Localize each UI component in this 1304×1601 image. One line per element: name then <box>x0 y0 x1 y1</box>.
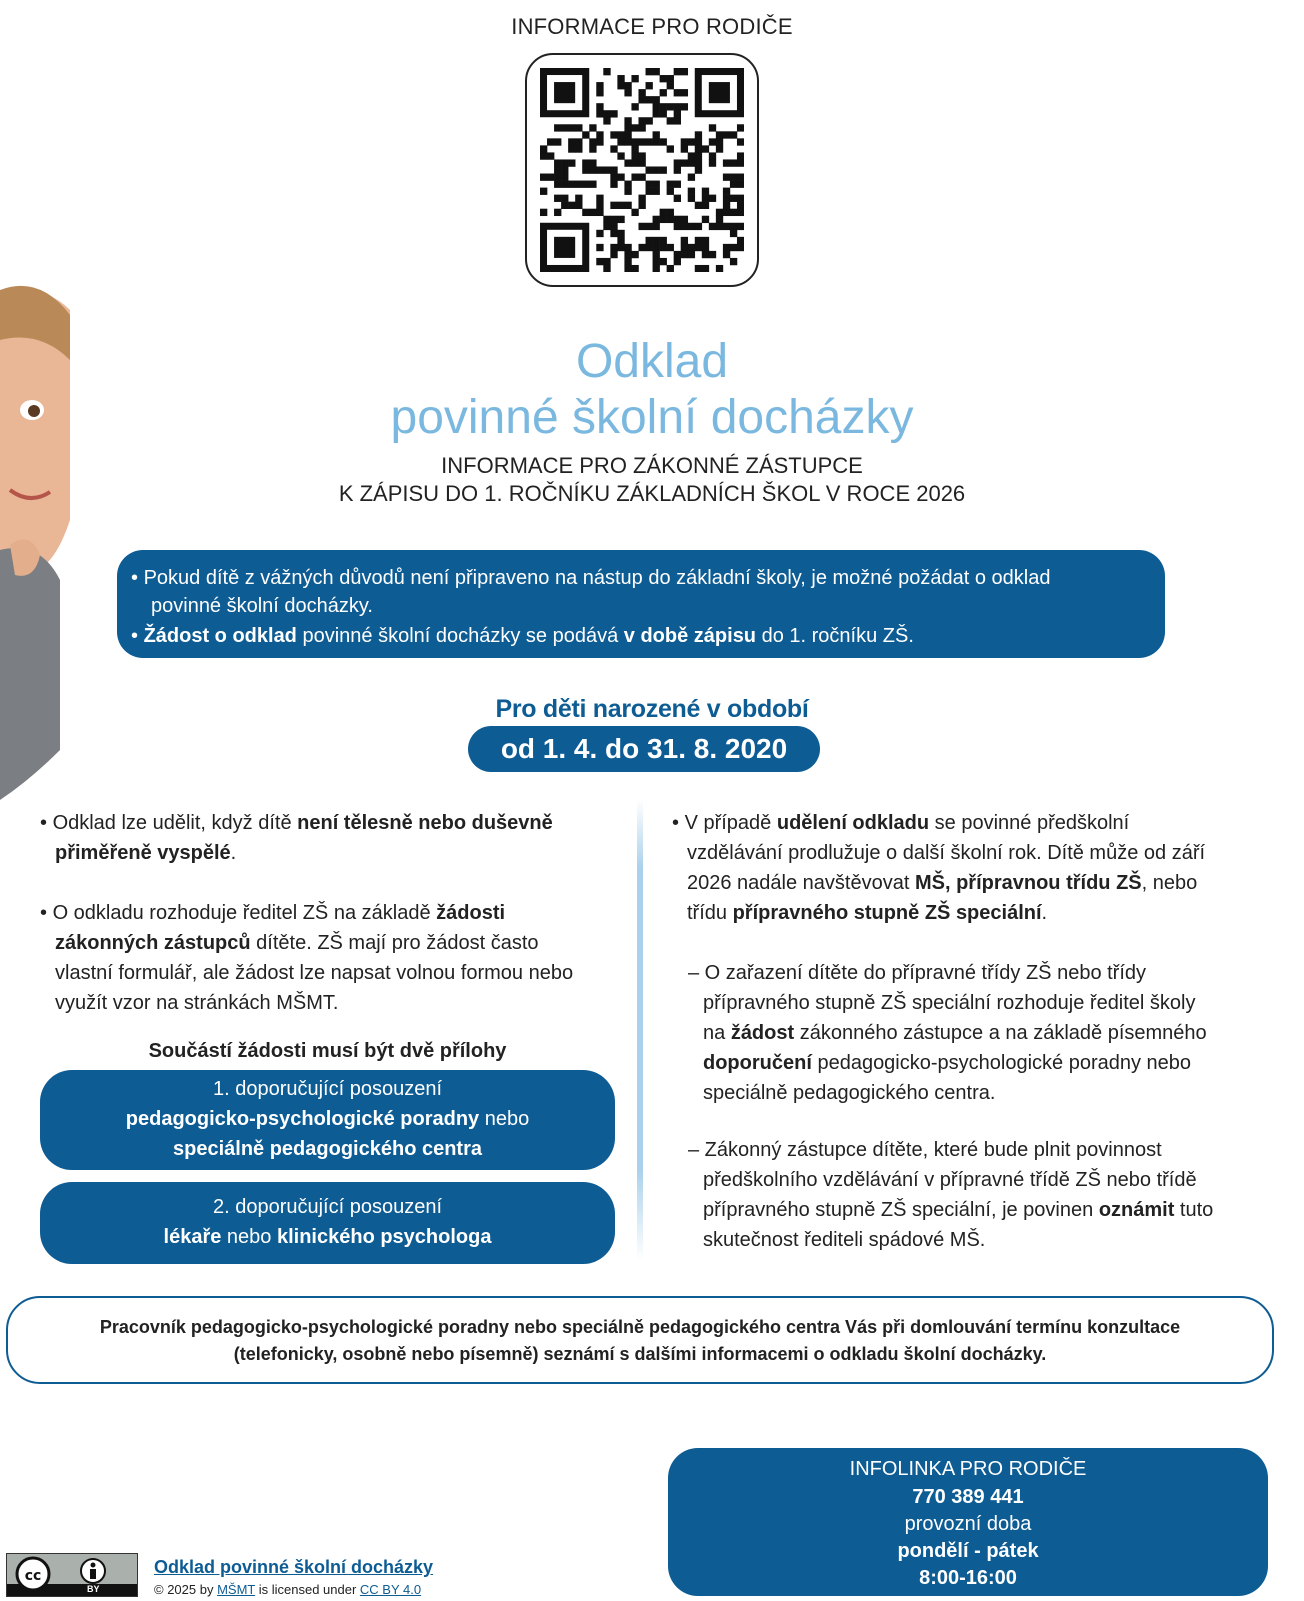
attachment-2 <box>40 1182 615 1264</box>
cc-license-badge[interactable] <box>6 1553 138 1597</box>
infoline-hours: 8:00-16:00 <box>919 1567 1017 1589</box>
right-p1-line2: vzdělávání prodlužuje o další školní rok. Dítě může od září <box>687 842 1206 864</box>
infoline-phone[interactable]: 770 389 441 <box>912 1486 1024 1508</box>
left-p1-line1: • Odklad lze udělit, když dítě není tělesně nebo duševně <box>40 812 553 834</box>
right-p1-line3 <box>672 868 1272 898</box>
left-p2-d: dítěte. ZŠ mají pro žádost často <box>250 932 539 954</box>
right-p1-i: . <box>1041 902 1048 924</box>
period-dates: od 1. 4. do 31. 8. 2020 <box>468 726 820 772</box>
consultation-note <box>6 1296 1274 1384</box>
right-p1-d: 2026 nadále navštěvovat <box>687 872 915 894</box>
right-p2-line5: speciálně pedagogického centra. <box>703 1082 996 1104</box>
attachment-1 <box>40 1070 615 1170</box>
right-p3-c: tuto <box>1174 1199 1214 1221</box>
right-p2-a: na <box>703 1022 731 1044</box>
right-p3-line3 <box>688 1195 1278 1225</box>
right-p1-line1: • V případě udělení odkladu se povinné předškolní <box>672 812 1130 834</box>
left-p2-line3: vlastní formulář, ale žádost lze napsat volnou formou nebo <box>55 962 574 984</box>
lic-org-link[interactable]: MŠMT <box>217 1582 256 1597</box>
attachment-2-or: nebo <box>221 1226 277 1248</box>
right-p2-b: žádost <box>730 1022 795 1044</box>
right-p3-line1: – Zákonný zástupce dítěte, které bude plnit povinnost <box>688 1139 1162 1161</box>
right-p1-e: MŠ, přípravnou třídu ZŠ <box>914 872 1142 894</box>
infoline-hours-label: provozní doba <box>904 1513 1032 1535</box>
footer-license <box>154 1582 421 1597</box>
right-p3-a: přípravného stupně ZŠ speciální, je povinen <box>703 1199 1099 1221</box>
left-paragraph-2 <box>40 898 630 1018</box>
attachment-1-bold2: speciálně pedagogického centra <box>173 1138 482 1160</box>
note-line-2: (telefonicky, osobně nebo písemně) seznámí s dalšími informacemi o odkladu školní docházky. <box>233 1344 1047 1364</box>
right-paragraph-1 <box>672 808 1272 928</box>
left-p1-b: není tělesně nebo duševně <box>297 812 553 834</box>
right-p2-line1: – O zařazení dítěte do přípravné třídy ZŠ nebo třídy <box>688 962 1147 984</box>
lic-a: © 2025 by <box>154 1582 218 1597</box>
right-p1-g: třídu <box>687 902 733 924</box>
column-divider <box>637 800 643 1260</box>
title-line-1: Odklad <box>575 335 729 388</box>
right-paragraph-2 <box>688 958 1268 1108</box>
right-paragraph-3 <box>688 1135 1278 1255</box>
svg-text:cc: cc <box>24 1568 42 1584</box>
intro-bullet-1-cont: povinné školní docházky. <box>151 595 373 617</box>
intro-bullet-1: • Pokud dítě z vážných důvodů není připraveno na nástup do základní školy, je možné požádat o odklad <box>131 567 1051 589</box>
right-p3-b: oznámit <box>1098 1199 1175 1221</box>
intro-b2-bold1: Žádost o odklad <box>143 625 297 647</box>
attachment-2-line1: 2. doporučující posouzení <box>212 1196 443 1218</box>
left-p2-line1: • O odkladu rozhoduje ředitel ZŠ na základě žádosti <box>40 902 506 924</box>
title-line-2: povinné školní docházky <box>390 391 914 444</box>
intro-box <box>117 550 1165 658</box>
left-p1-line2 <box>40 838 625 868</box>
left-p1-d: . <box>230 842 237 864</box>
cc-by-label: BY <box>87 1584 100 1594</box>
attachments-title: Součástí žádosti musí být dvě přílohy <box>148 1040 507 1062</box>
right-p2-c: zákonného zástupce a na základě písemného <box>794 1022 1207 1044</box>
intro-b2-bold2: v době zápisu <box>623 625 757 647</box>
qr-code[interactable] <box>525 53 759 287</box>
left-p2-c: zákonných zástupců <box>55 932 251 954</box>
intro-b2-mid: povinné školní docházky se podává <box>296 625 624 647</box>
right-p3-line2: předškolního vzdělávání v přípravné třídě ZŠ nebo třídě <box>703 1169 1197 1191</box>
right-p3-line4: skutečnost řediteli spádové MŠ. <box>703 1229 986 1251</box>
attachment-2-bold2: klinického psychologa <box>276 1226 492 1248</box>
right-p2-line3 <box>688 1018 1268 1048</box>
right-p1-a: V případě <box>684 812 777 834</box>
period-label: Pro děti narozené v období <box>495 695 809 723</box>
left-p1-a: Odklad lze udělit, když dítě <box>52 812 298 834</box>
attachment-2-line2 <box>40 1222 615 1252</box>
right-p2-line2: přípravného stupně ZŠ speciální rozhoduje ředitel školy <box>703 992 1196 1014</box>
left-p2-line4: využít vzor na stránkách MŠMT. <box>55 992 339 1014</box>
note-line-1: Pracovník pedagogicko-psychologické poradny nebo speciálně pedagogického centra Vás při domlouvání termínu konzultace <box>99 1317 1181 1337</box>
infoline-label: INFOLINKA PRO RODIČE <box>849 1458 1087 1480</box>
left-p1-c: přiměřeně vyspělé <box>55 842 231 864</box>
left-p2-a: O odkladu rozhoduje ředitel ZŠ na základě <box>52 902 437 924</box>
right-p1-b: udělení odkladu <box>776 812 930 834</box>
top-label: INFORMACE PRO RODIČE <box>511 14 793 39</box>
attachment-2-bold1: lékaře <box>163 1226 222 1248</box>
lic-b: is licensed under <box>255 1582 360 1597</box>
right-p2-d: doporučení <box>703 1052 812 1074</box>
infoline-box <box>668 1448 1268 1596</box>
qr-code-icon <box>540 68 744 272</box>
right-p1-c: se povinné předškolní <box>929 812 1130 834</box>
attachment-1-line3 <box>40 1134 615 1164</box>
left-paragraph-1 <box>40 808 625 868</box>
attachment-1-or: nebo <box>479 1108 530 1130</box>
left-p2-line2 <box>40 928 630 958</box>
right-p1-line4 <box>672 898 1272 928</box>
attachment-1-bold: pedagogicko-psychologické poradny <box>125 1108 480 1130</box>
lic-cc-link[interactable]: CC BY 4.0 <box>359 1582 422 1597</box>
right-p1-f: , nebo <box>1141 872 1198 894</box>
intro-b1-text: Pokud dítě z vážných důvodů není připraveno na nástup do základní školy, je možné požádat o odklad <box>143 567 1051 589</box>
right-p2-line4 <box>688 1048 1268 1078</box>
subtitle-line-1: INFORMACE PRO ZÁKONNÉ ZÁSTUPCE <box>441 453 863 478</box>
intro-bullet-2: • Žádost o odklad povinné školní docházky se podává v době zápisu do 1. ročníku ZŠ. <box>131 625 914 647</box>
attachment-1-line2 <box>40 1104 615 1134</box>
intro-b2-end: do 1. ročníku ZŠ. <box>756 625 914 647</box>
right-p2-e: pedagogicko-psychologické poradny nebo <box>811 1052 1192 1074</box>
footer-title-link[interactable]: Odklad povinné školní docházky <box>154 1557 434 1577</box>
right-p1-h: přípravného stupně ZŠ speciální <box>732 902 1042 924</box>
attachment-1-line1: 1. doporučující posouzení <box>212 1078 443 1100</box>
left-p2-b: žádosti <box>436 902 506 924</box>
cc-icon <box>7 1554 137 1596</box>
subtitle-line-2: K ZÁPISU DO 1. ROČNÍKU ZÁKLADNÍCH ŠKOL V ROCE 2026 <box>338 481 966 506</box>
infoline-days: pondělí - pátek <box>897 1540 1039 1562</box>
